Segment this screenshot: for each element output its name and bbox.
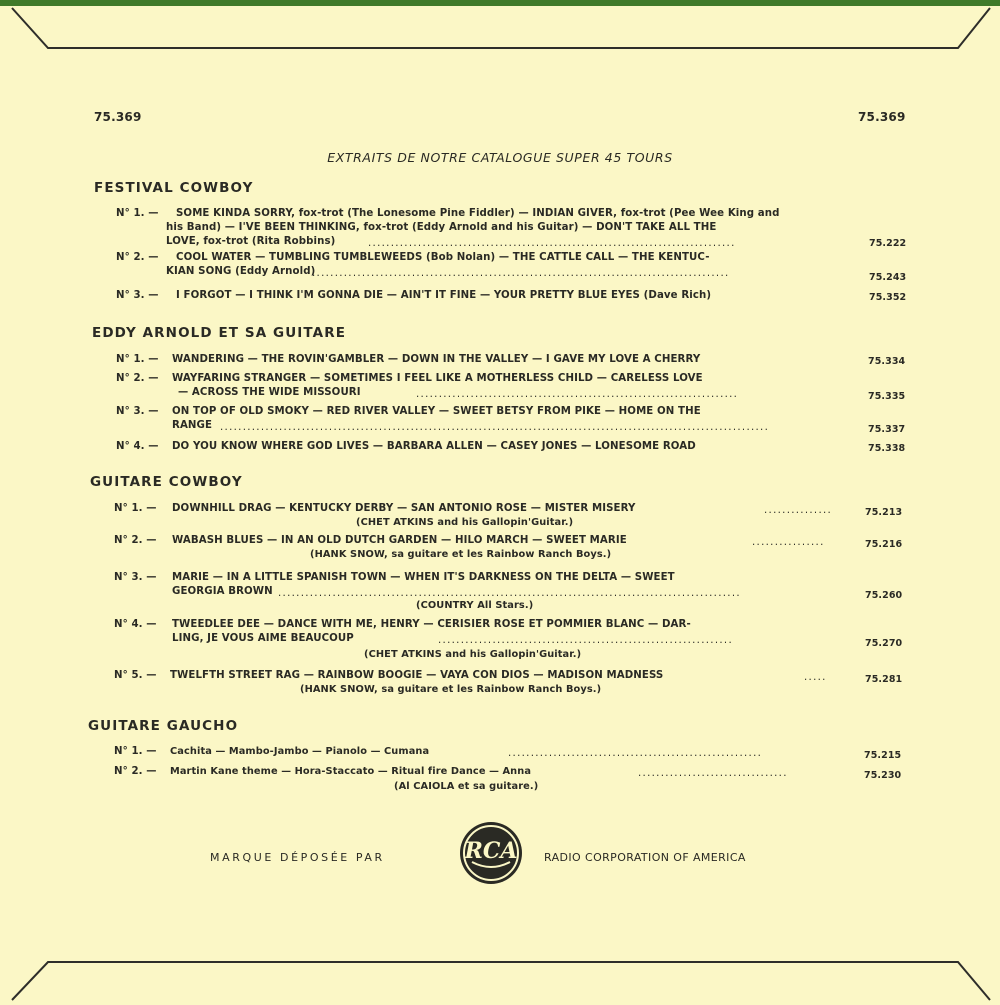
dot-leader: ............................................................................................ bbox=[312, 268, 730, 279]
entry-line: I FORGOT — I THINK I'M GONNA DIE — AIN'T IT FINE — YOUR PRETTY BLUE EYES (Dave Rich) bbox=[176, 290, 712, 301]
entry-line: RANGE bbox=[172, 420, 213, 431]
dot-leader: ..... bbox=[804, 672, 827, 683]
entry-line: WANDERING — THE ROVIN'GAMBLER — DOWN IN THE VALLEY — I GAVE MY LOVE A CHERRY bbox=[172, 354, 701, 365]
entry-catalog-ref: 75.352 bbox=[869, 292, 907, 303]
entry-number: N° 2. — bbox=[114, 766, 157, 777]
entry-catalog-ref: 75.334 bbox=[868, 356, 906, 367]
entry-line: WAYFARING STRANGER — SOMETIMES I FEEL LIKE A MOTHERLESS CHILD — CARELESS LOVE bbox=[172, 373, 703, 384]
section-title: GUITARE COWBOY bbox=[90, 474, 243, 490]
entry-number: N° 4. — bbox=[116, 441, 159, 452]
entry-number: N° 3. — bbox=[114, 572, 157, 583]
entry-artist-credit: (CHET ATKINS and his Gallopin'Guitar.) bbox=[356, 517, 574, 528]
entry-line: DOWNHILL DRAG — KENTUCKY DERBY — SAN ANTONIO ROSE — MISTER MISERY bbox=[172, 503, 636, 514]
trademark-label: MARQUE DÉPOSÉE PAR bbox=[210, 851, 385, 864]
entry-catalog-ref: 75.270 bbox=[865, 638, 903, 649]
entry-catalog-ref: 75.260 bbox=[865, 590, 903, 601]
entry-line: KIAN SONG (Eddy Arnold) bbox=[166, 266, 316, 277]
dot-leader: ...................................................................................................... bbox=[278, 588, 741, 599]
entry-line: ON TOP OF OLD SMOKY — RED RIVER VALLEY — SWEET BETSY FROM PIKE — HOME ON THE bbox=[172, 406, 701, 417]
entry-line: LING, JE VOUS AIME BEAUCOUP bbox=[172, 633, 354, 644]
entry-catalog-ref: 75.230 bbox=[864, 770, 902, 781]
entry-line: COOL WATER — TUMBLING TUMBLEWEEDS (Bob Nolan) — THE CATTLE CALL — THE KENTUC- bbox=[176, 252, 710, 263]
dot-leader: ....................................................................... bbox=[416, 389, 739, 400]
company-name: RADIO CORPORATION OF AMERICA bbox=[544, 851, 746, 864]
entry-number: N° 2. — bbox=[116, 373, 159, 384]
dot-leader: ................................................................. bbox=[438, 635, 733, 646]
entry-line: SOME KINDA SORRY, fox-trot (The Lonesome Pine Fiddler) — INDIAN GIVER, fox-trot (Pee Wee King and bbox=[176, 208, 780, 219]
entry-catalog-ref: 75.213 bbox=[865, 507, 903, 518]
entry-number: N° 3. — bbox=[116, 290, 159, 301]
rca-logo-text: RCA bbox=[464, 838, 518, 864]
entry-line: TWEEDLEE DEE — DANCE WITH ME, HENRY — CERISIER ROSE ET POMMIER BLANC — DAR- bbox=[172, 619, 691, 630]
dot-leader: ................ bbox=[752, 537, 825, 548]
entry-line: GEORGIA BROWN bbox=[172, 586, 273, 597]
entry-number: N° 2. — bbox=[116, 252, 159, 263]
dot-leader: ......................................................................................................................... bbox=[220, 422, 770, 433]
entry-artist-credit: (COUNTRY All Stars.) bbox=[416, 600, 534, 611]
entry-number: N° 3. — bbox=[116, 406, 159, 417]
dot-leader: ........................................................ bbox=[508, 748, 763, 759]
entry-number: N° 4. — bbox=[114, 619, 157, 630]
entry-number: N° 1. — bbox=[114, 746, 157, 757]
section-title: FESTIVAL COWBOY bbox=[94, 180, 254, 196]
entry-artist-credit: (Al CAIOLA et sa guitare.) bbox=[394, 781, 539, 792]
catalog-number-left: 75.369 bbox=[94, 110, 142, 124]
entry-artist-credit: (HANK SNOW, sa guitare et les Rainbow Ranch Boys.) bbox=[310, 549, 612, 560]
entry-line: Martin Kane theme — Hora-Staccato — Ritual fire Dance — Anna bbox=[170, 766, 532, 777]
entry-catalog-ref: 75.281 bbox=[865, 674, 903, 685]
entry-line: — ACROSS THE WIDE MISSOURI bbox=[178, 387, 361, 398]
dot-leader: ............... bbox=[764, 505, 833, 516]
entry-catalog-ref: 75.338 bbox=[868, 443, 906, 454]
entry-line: LOVE, fox-trot (Rita Robbins) bbox=[166, 236, 336, 247]
rca-logo bbox=[458, 820, 524, 886]
entry-line: DO YOU KNOW WHERE GOD LIVES — BARBARA ALLEN — CASEY JONES — LONESOME ROAD bbox=[172, 441, 696, 452]
dot-leader: ................................. bbox=[638, 768, 788, 779]
entry-catalog-ref: 75.216 bbox=[865, 539, 903, 550]
entry-catalog-ref: 75.335 bbox=[868, 391, 906, 402]
entry-catalog-ref: 75.215 bbox=[864, 750, 902, 761]
dot-leader: ................................................................................. bbox=[368, 238, 736, 249]
entry-line: WABASH BLUES — IN AN OLD DUTCH GARDEN — HILO MARCH — SWEET MARIE bbox=[172, 535, 627, 546]
entry-catalog-ref: 75.243 bbox=[869, 272, 907, 283]
section-title: EDDY ARNOLD ET SA GUITARE bbox=[92, 325, 347, 341]
catalog-number-right: 75.369 bbox=[858, 110, 906, 124]
entry-line: Cachita — Mambo-Jambo — Pianolo — Cumana bbox=[170, 746, 430, 757]
entry-number: N° 1. — bbox=[116, 354, 159, 365]
entry-artist-credit: (HANK SNOW, sa guitare et les Rainbow Ranch Boys.) bbox=[300, 684, 602, 695]
entry-number: N° 1. — bbox=[116, 208, 159, 219]
entry-line: his Band) — I'VE BEEN THINKING, fox-trot (Eddy Arnold and his Guitar) — DON'T TAKE ALL THE bbox=[166, 222, 717, 233]
entry-artist-credit: (CHET ATKINS and his Gallopin'Guitar.) bbox=[364, 649, 582, 660]
entry-catalog-ref: 75.337 bbox=[868, 424, 906, 435]
section-title: GUITARE GAUCHO bbox=[88, 718, 239, 734]
entry-number: N° 2. — bbox=[114, 535, 157, 546]
catalog-heading: EXTRAITS DE NOTRE CATALOGUE SUPER 45 TOURS bbox=[327, 150, 673, 165]
entry-number: N° 5. — bbox=[114, 670, 157, 681]
entry-catalog-ref: 75.222 bbox=[869, 238, 907, 249]
entry-line: MARIE — IN A LITTLE SPANISH TOWN — WHEN IT'S DARKNESS ON THE DELTA — SWEET bbox=[172, 572, 675, 583]
entry-line: TWELFTH STREET RAG — RAINBOW BOOGIE — VAYA CON DIOS — MADISON MADNESS bbox=[170, 670, 664, 681]
entry-number: N° 1. — bbox=[114, 503, 157, 514]
